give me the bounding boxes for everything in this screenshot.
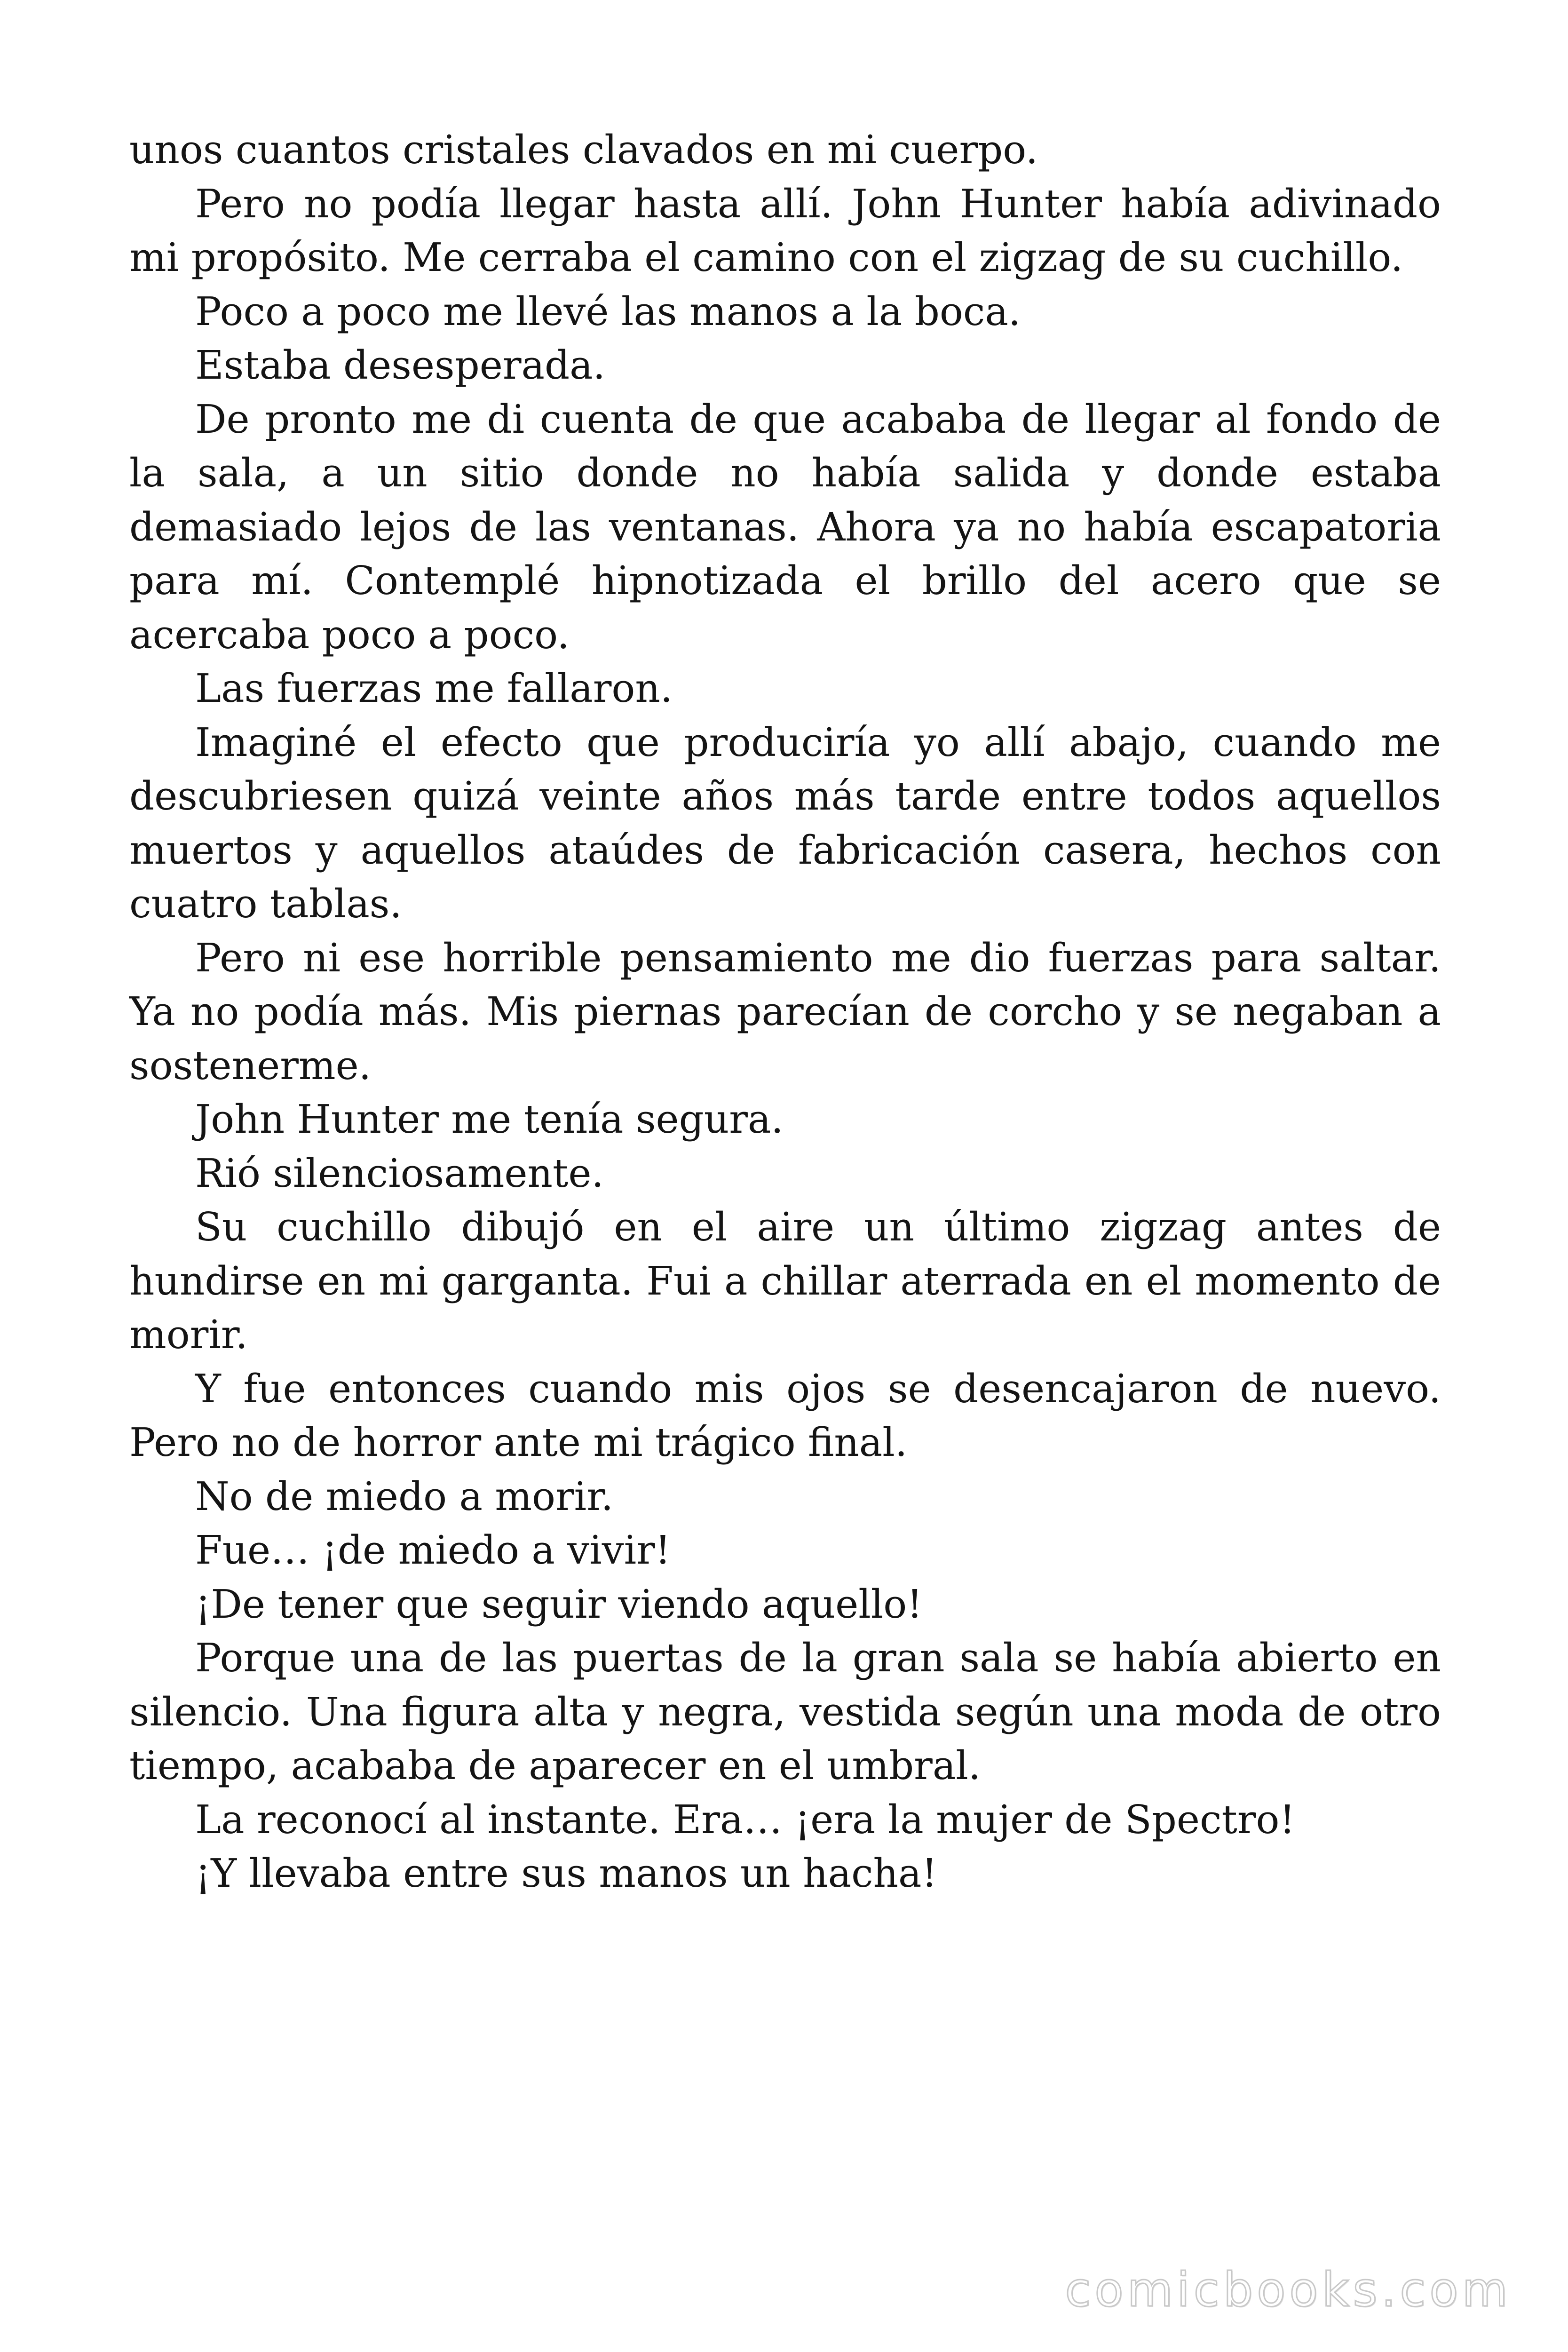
- paragraph: La reconocí al instante. Era… ¡era la mujer de Spectro!: [195, 1796, 1295, 1843]
- paragraph: Poco a poco me llevé las manos a la boca.: [195, 288, 1021, 334]
- paragraph: John Hunter me tenía segura.: [195, 1097, 784, 1142]
- paragraph: No de miedo a morir.: [195, 1473, 614, 1519]
- paragraph: ¡Y llevaba entre sus manos un hacha!: [195, 1851, 937, 1896]
- paragraph: Rió silenciosamente.: [195, 1150, 604, 1196]
- watermark-logo: comicbooks.com: [1065, 2262, 1512, 2317]
- paragraph: ¡De tener que seguir viendo aquello!: [195, 1581, 923, 1627]
- paragraph: Imaginé el efecto que produciría yo allí abajo, cuando me descubriesen quizá veinte años más tarde entre todos aquellos muertos y aquellos ataúdes de fabricación casera, hechos con cuatro tablas.: [129, 719, 1441, 927]
- paragraph: Y fue entonces cuando mis ojos se desencajaron de nuevo. Pero no de horror ante mi trágico final.: [129, 1366, 1441, 1465]
- paragraph: Estaba desesperada.: [195, 342, 605, 388]
- paragraph: Pero ni ese horrible pensamiento me dio fuerzas para saltar. Ya no podía más. Mis piernas parecían de corcho y se negaban a sostenerme.: [129, 935, 1441, 1089]
- paragraph: Fue… ¡de miedo a vivir!: [195, 1527, 671, 1573]
- body-text: [129, 123, 1441, 1901]
- paragraph: De pronto me di cuenta de que acababa de llegar al fondo de la sala, a un sitio donde no había salida y donde estaba demasiado lejos de las ventanas. Ahora ya no había escapatoria para mí. Contemplé hipnotizada el brillo del acero que se acercaba poco a poco.: [129, 396, 1441, 658]
- paragraph: Su cuchillo dibujó en el aire un último zigzag antes de hundirse en mi garganta. Fui a chillar aterrada en el momento de morir.: [129, 1204, 1441, 1358]
- paragraph: Porque una de las puertas de la gran sala se había abierto en silencio. Una figura alta y negra, vestida según una moda de otro tiempo, acababa de aparecer en el umbral.: [129, 1635, 1441, 1788]
- paragraph-continuation: unos cuantos cristales clavados en mi cuerpo.: [129, 127, 1038, 173]
- paragraph: Las fuerzas me fallaron.: [195, 666, 673, 711]
- paragraph: Pero no podía llegar hasta allí. John Hunter había adivinado mi propósito. Me cerraba el camino con el zigzag de su cuchillo.: [129, 181, 1441, 280]
